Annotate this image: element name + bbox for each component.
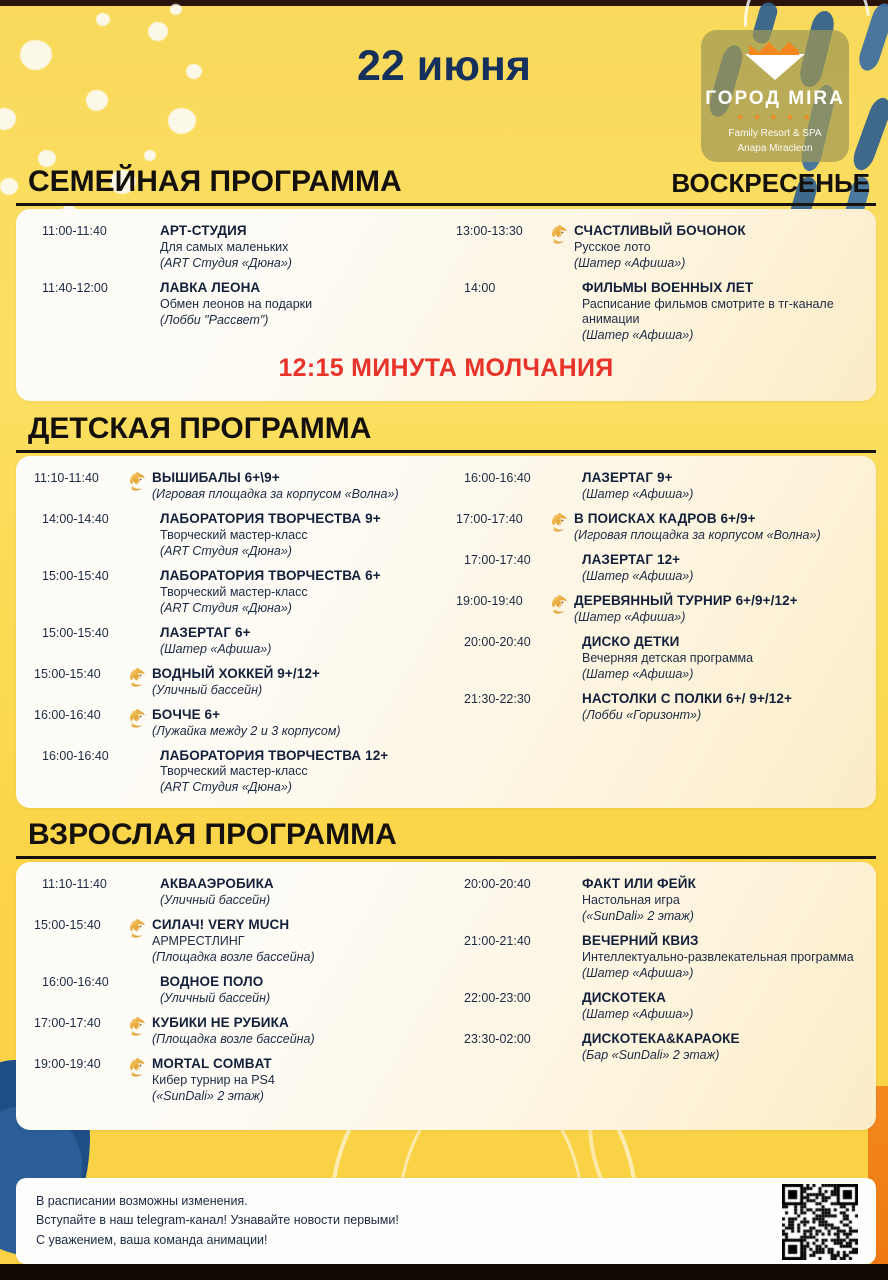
event-title: НАСТОЛКИ С ПОЛКИ 6+/ 9+/12+ xyxy=(582,690,792,706)
section-title-adult: ВЗРОСЛАЯ ПРОГРАММА xyxy=(28,818,397,851)
event-title: ДИСКОТЕКА xyxy=(582,989,666,1005)
event-description: Творческий мастер-класс xyxy=(160,527,308,542)
event-title: ФИЛЬМЫ ВОЕННЫХ ЛЕТ xyxy=(582,279,754,295)
footer-line-1: В расписании возможны изменения. xyxy=(36,1194,248,1208)
event-description: Обмен леонов на подарки xyxy=(160,296,313,311)
event-location: (Площадка возле бассейна) xyxy=(152,1031,315,1046)
event-time: 15:00-15:40 xyxy=(34,917,101,932)
event-title: АРТ-СТУДИЯ xyxy=(160,223,247,238)
event-time: 19:00-19:40 xyxy=(34,1056,101,1071)
event-title: СЧАСТЛИВЫЙ БОЧОНОК xyxy=(574,223,746,238)
event-title: СИЛАЧ! VERY MUCH xyxy=(152,916,290,932)
lion-icon xyxy=(134,625,160,647)
schedule-event xyxy=(456,552,864,584)
schedule-event xyxy=(34,1056,440,1104)
event-description: Настольная игра xyxy=(582,892,680,907)
event-body xyxy=(582,990,864,1022)
event-body xyxy=(582,470,864,502)
event-time: 13:00-13:30 xyxy=(456,224,523,238)
schedule-event xyxy=(34,666,440,698)
event-location: (Шатер «Афиша») xyxy=(160,641,272,656)
event-description: Для самых маленьких xyxy=(160,239,289,254)
lion-icon xyxy=(556,933,582,955)
event-body xyxy=(160,280,440,328)
event-body xyxy=(152,1015,440,1047)
event-time: 14:00 xyxy=(464,280,496,295)
event-time: 11:40-12:00 xyxy=(42,280,108,295)
event-location: (Лобби «Горизонт») xyxy=(582,707,702,722)
section-title-family: СЕМЕЙНАЯ ПРОГРАММА xyxy=(28,165,402,198)
divider-adult xyxy=(16,856,876,859)
event-time: 11:10-11:40 xyxy=(34,471,99,485)
event-location: (Лобби "Рассвет") xyxy=(160,312,269,327)
event-time: 15:00-15:40 xyxy=(42,568,109,583)
event-location: (Бар «SunDali» 2 этаж) xyxy=(582,1047,720,1062)
lion-icon xyxy=(134,568,160,590)
lion-icon xyxy=(134,876,160,898)
event-time: 16:00-16:40 xyxy=(464,471,531,485)
event-location: (Шатер «Афиша») xyxy=(582,568,694,583)
schedule-event xyxy=(456,691,864,723)
lion-icon xyxy=(126,1015,152,1037)
event-body xyxy=(582,876,864,924)
section-title-kids: ДЕТСКАЯ ПРОГРАММА xyxy=(28,412,372,445)
event-time: 20:00-20:40 xyxy=(464,877,531,891)
event-time: 16:00-16:40 xyxy=(34,707,101,722)
lion-icon xyxy=(556,280,582,302)
event-body xyxy=(152,1056,440,1104)
section-header-kids xyxy=(28,412,870,446)
event-time: 11:00-11:40 xyxy=(42,224,107,238)
schedule-event xyxy=(456,634,864,682)
event-title: ЛАБОРАТОРИЯ ТВОРЧЕСТВА 6+ xyxy=(160,567,381,583)
event-title: ЛАЗЕРТАГ 6+ xyxy=(160,624,251,640)
event-description: Интеллектуально-развлекательная программа xyxy=(582,949,854,964)
lion-icon xyxy=(134,223,160,245)
event-location: (Шатер «Афиша») xyxy=(574,255,686,270)
schedule-event xyxy=(456,470,864,502)
lion-icon xyxy=(548,593,574,615)
footer-line-2: Вступайте в наш telegram-канал! Узнавайте новости первыми! xyxy=(36,1213,399,1228)
event-time: 22:00-23:00 xyxy=(464,990,531,1005)
event-location: (Уличный бассейн) xyxy=(160,892,271,907)
event-location: («SunDali» 2 этаж) xyxy=(152,1088,264,1103)
schedule-event xyxy=(34,625,440,657)
schedule-event xyxy=(456,223,864,271)
logo-stars: ★ ★ ★ ★ ★ xyxy=(736,112,814,122)
card-kids xyxy=(16,456,876,808)
card-family xyxy=(16,209,876,401)
section-header-family xyxy=(28,165,870,199)
event-location: (Шатер «Афиша») xyxy=(582,965,694,980)
event-description: АРМРЕСТЛИНГ xyxy=(152,933,245,948)
event-body xyxy=(160,223,440,271)
event-time: 16:00-16:40 xyxy=(42,748,109,763)
event-body xyxy=(160,511,440,559)
event-body xyxy=(160,748,440,796)
event-location: (Уличный бассейн) xyxy=(160,990,271,1005)
lion-icon xyxy=(556,691,582,713)
event-body xyxy=(582,280,864,343)
bottom-edge-bar xyxy=(0,1264,888,1280)
lion-icon xyxy=(134,511,160,533)
event-location: (Игровая площадка за корпусом «Волна») xyxy=(574,527,821,542)
event-title: MORTAL COMBAT xyxy=(152,1055,272,1071)
schedule-event xyxy=(456,280,864,343)
event-time: 17:00-17:40 xyxy=(456,511,523,526)
event-description: Кибер турнир на PS4 xyxy=(152,1072,275,1087)
event-time: 23:30-02:00 xyxy=(464,1031,531,1046)
event-body xyxy=(152,470,440,502)
event-location: (Шатер «Афиша») xyxy=(582,1006,694,1021)
event-description: Вечерняя детская программа xyxy=(582,650,754,665)
event-location: (ART Студия «Дюна») xyxy=(160,255,292,270)
event-title: ВОДНЫЙ ХОККЕЙ 9+/12+ xyxy=(152,665,320,681)
lion-icon xyxy=(134,974,160,996)
event-location: (Игровая площадка за корпусом «Волна») xyxy=(152,486,399,501)
event-title: АКВААЭРОБИКА xyxy=(160,876,274,891)
lion-icon xyxy=(548,223,574,245)
event-title: ДИСКОТЕКА&КАРАОКЕ xyxy=(582,1030,740,1046)
event-body xyxy=(152,707,440,739)
event-time: 19:00-19:40 xyxy=(456,593,523,608)
event-description: Русское лото xyxy=(574,239,651,254)
lion-icon xyxy=(548,511,574,533)
event-time: 21:30-22:30 xyxy=(464,691,531,706)
schedule-event xyxy=(34,568,440,616)
divider-kids xyxy=(16,450,876,453)
event-time: 20:00-20:40 xyxy=(464,634,531,649)
logo-subtitle-2: Anapa Miracleon xyxy=(737,142,813,154)
schedule-event xyxy=(34,470,440,502)
event-title: ВОДНОЕ ПОЛО xyxy=(160,973,264,989)
event-body xyxy=(582,552,864,584)
event-body xyxy=(582,691,864,723)
event-time: 14:00-14:40 xyxy=(42,511,109,526)
lion-icon xyxy=(134,280,160,302)
silence-highlight: 12:15 МИНУТА МОЛЧАНИЯ xyxy=(278,354,614,382)
event-time: 11:10-11:40 xyxy=(42,877,107,891)
event-body xyxy=(152,917,440,965)
event-title: ЛАБОРАТОРИЯ ТВОРЧЕСТВА 12+ xyxy=(160,747,389,763)
event-body xyxy=(574,511,864,543)
schedule-event xyxy=(34,974,440,1006)
event-location: («SunDali» 2 этаж) xyxy=(582,908,694,923)
event-time: 15:00-15:40 xyxy=(34,666,101,681)
schedule-event xyxy=(34,748,440,796)
event-title: КУБИКИ НЕ РУБИКА xyxy=(152,1014,289,1030)
event-location: (ART Студия «Дюна») xyxy=(160,600,292,615)
event-title: ФАКТ ИЛИ ФЕЙК xyxy=(582,876,696,891)
schedule-event xyxy=(456,876,864,924)
lion-icon xyxy=(126,707,152,729)
lion-icon xyxy=(556,634,582,656)
event-location: (Лужайка между 2 и 3 корпусом) xyxy=(152,723,341,738)
event-title: В ПОИСКАХ КАДРОВ 6+/9+ xyxy=(574,510,756,526)
footer-note xyxy=(16,1178,876,1264)
schedule-event xyxy=(34,223,440,271)
schedule-event xyxy=(456,990,864,1022)
event-title: ЛАБОРАТОРИЯ ТВОРЧЕСТВА 9+ xyxy=(160,510,381,526)
event-description: Творческий мастер-класс xyxy=(160,764,308,779)
event-location: (Шатер «Афиша») xyxy=(582,666,694,681)
section-header-adult xyxy=(28,818,870,852)
schedule-event xyxy=(34,1015,440,1047)
event-title: ВЕЧЕРНИЙ КВИЗ xyxy=(582,932,699,948)
logo-name: ГОРОД MIRA xyxy=(705,88,845,109)
kids-right-column xyxy=(446,456,876,808)
telegram-qr-code[interactable] xyxy=(782,1184,858,1260)
lion-icon xyxy=(556,552,582,574)
card-adult xyxy=(16,862,876,1130)
event-time: 17:00-17:40 xyxy=(34,1015,101,1030)
lion-icon xyxy=(126,666,152,688)
schedule-event xyxy=(456,593,864,625)
event-location: (Шатер «Афиша») xyxy=(582,486,694,501)
footer-text xyxy=(36,1192,399,1250)
event-location: (Шатер «Афиша») xyxy=(574,609,686,624)
event-title: ЛАЗЕРТАГ 12+ xyxy=(582,551,681,567)
event-time: 16:00-16:40 xyxy=(42,974,109,989)
adult-right-column xyxy=(446,862,876,1130)
event-title: ДЕРЕВЯННЫЙ ТУРНИР 6+/9+/12+ xyxy=(574,592,798,608)
event-title: ВЫШИБАЛЫ 6+\9+ xyxy=(152,470,280,485)
lion-icon xyxy=(134,748,160,770)
event-body xyxy=(574,223,864,271)
event-title: БОЧЧЕ 6+ xyxy=(152,706,221,722)
event-location: (ART Студия «Дюна») xyxy=(160,543,292,558)
event-description: Расписание фильмов смотрите в тг-канале анимации xyxy=(582,296,834,326)
event-location: (Уличный бассейн) xyxy=(152,682,263,697)
event-time: 17:00-17:40 xyxy=(464,552,531,567)
lion-icon xyxy=(126,470,152,492)
kids-left-column xyxy=(16,456,446,808)
lion-icon xyxy=(126,917,152,939)
schedule-event xyxy=(456,511,864,543)
lion-icon xyxy=(556,470,582,492)
event-title: ЛАВКА ЛЕОНА xyxy=(160,279,261,295)
event-body xyxy=(582,1031,864,1063)
event-description: Творческий мастер-класс xyxy=(160,584,308,599)
schedule-event xyxy=(34,876,440,908)
footer-line-3: С уважением, ваша команда анимации! xyxy=(36,1232,268,1247)
lion-icon xyxy=(556,990,582,1012)
event-title: ДИСКО ДЕТКИ xyxy=(582,633,680,649)
divider-family xyxy=(16,203,876,206)
adult-left-column xyxy=(16,862,446,1130)
event-time: 15:00-15:40 xyxy=(42,625,109,640)
event-location: (ART Студия «Дюна») xyxy=(160,780,292,795)
day-of-week: ВОСКРЕСЕНЬЕ xyxy=(671,168,870,198)
event-body xyxy=(160,568,440,616)
logo-subtitle-1: Family Resort & SPA xyxy=(728,128,822,139)
event-body xyxy=(152,666,440,698)
event-body xyxy=(160,876,440,908)
page-title: 22 июня xyxy=(357,42,531,90)
event-body xyxy=(160,974,440,1006)
event-location: (Площадка возле бассейна) xyxy=(152,949,315,964)
schedule-event xyxy=(34,280,440,328)
event-body xyxy=(582,634,864,682)
event-title: ЛАЗЕРТАГ 9+ xyxy=(582,470,673,485)
lion-icon xyxy=(126,1056,152,1078)
lion-icon xyxy=(556,876,582,898)
schedule-event xyxy=(34,707,440,739)
event-time: 21:00-21:40 xyxy=(464,933,531,948)
lion-icon xyxy=(556,1031,582,1053)
event-body xyxy=(582,933,864,981)
schedule-event xyxy=(34,511,440,559)
event-location: (Шатер «Афиша») xyxy=(582,327,694,342)
event-body xyxy=(160,625,440,657)
schedule-event xyxy=(456,1031,864,1063)
event-body xyxy=(574,593,864,625)
schedule-event xyxy=(34,917,440,965)
schedule-event xyxy=(456,933,864,981)
